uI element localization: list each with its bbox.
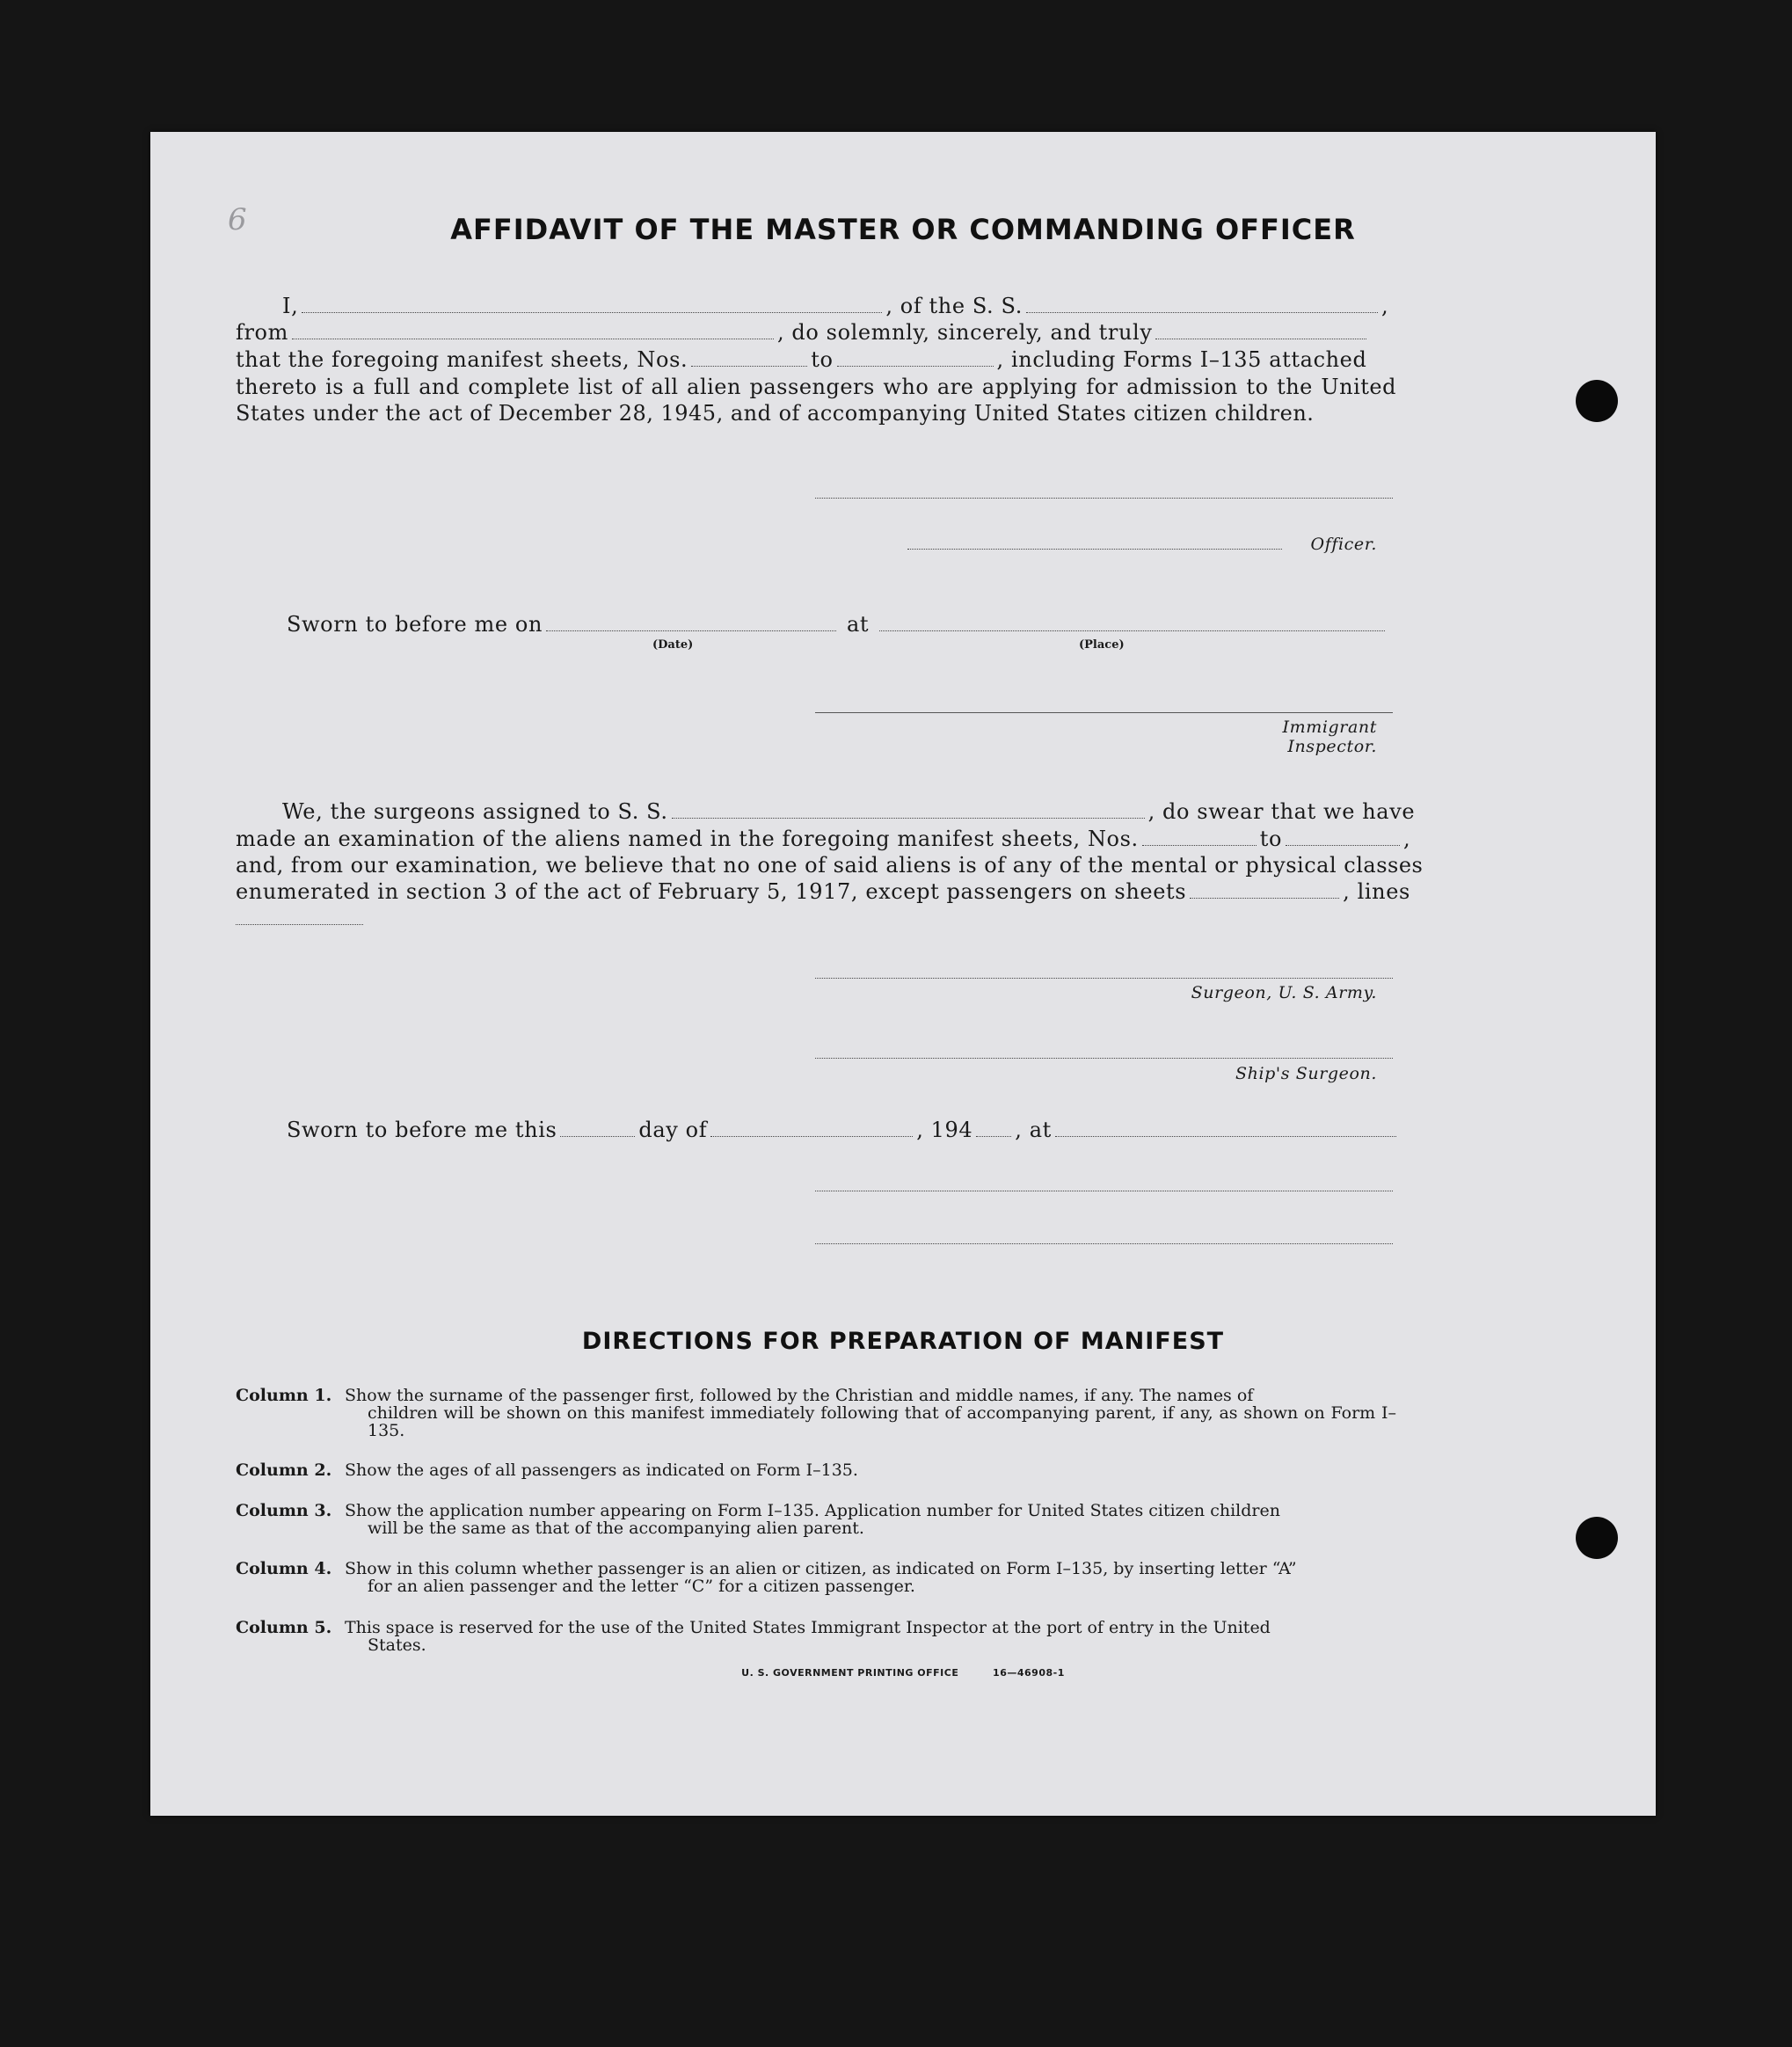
surgeon-sheet-to-blank[interactable]: [1286, 844, 1400, 846]
officer-signature-line-2[interactable]: [815, 1243, 1393, 1244]
surgeons-line-2: made an examination of the aliens named in the foregoing manifest sheets, Nos. to ,: [236, 827, 1411, 851]
place-caption: (Place): [1079, 638, 1125, 652]
affidavit-line-2: from , do solemnly, sincerely, and truly: [236, 322, 1370, 343]
from-blank[interactable]: [292, 338, 774, 339]
direction-item: Column 5. This space is reserved for the use of the United States Immigrant Inspector at the port of entry in the United States.: [236, 1618, 1271, 1655]
page-title: AFFIDAVIT OF THE MASTER OR COMMANDING OFFICER: [450, 213, 1356, 246]
name-blank[interactable]: [302, 311, 882, 313]
lines-blank[interactable]: [236, 924, 363, 925]
inspector-label: Immigrant Inspector.: [1282, 718, 1377, 756]
date-caption: (Date): [652, 638, 694, 652]
direction-item: Column 3. Show the application number appearing on Form I–135. Application number for United States citizen children will be the same as that of the accompanying alien parent.: [236, 1501, 1280, 1538]
truly-blank[interactable]: [1155, 338, 1366, 339]
ship-surgeon-label: Ship's Surgeon.: [1235, 1064, 1377, 1083]
affidavit-line-3: that the foregoing manifest sheets, Nos. to , including Forms I–135 attached: [236, 347, 1367, 372]
affidavit-line-4: thereto is a full and complete list of all alien passengers who are applying for admission to the United: [236, 375, 1396, 399]
surgeons-line-4: enumerated in section 3 of the act of February 5, 1917, except passengers on sheets , lines: [236, 879, 1410, 904]
direction-item: Column 4. Show in this column whether passenger is an alien or citizen, as indicated on Form I–135, by inserting letter “A” for an alien passenger and the letter “C” for a citizen passenger.: [236, 1559, 1297, 1596]
direction-item: Column 2. Show the ages of all passengers as indicated on Form I–135.: [236, 1461, 858, 1480]
sheet-to-blank[interactable]: [837, 365, 994, 367]
surgeons-line-3: and, from our examination, we believe that no one of said aliens is of any of the mental or physical classes: [236, 853, 1424, 878]
inspector-signature-line[interactable]: [815, 712, 1393, 713]
affidavit-line-1: I, , of the S. S. ,: [282, 294, 1389, 318]
ship-surgeon-signature-line[interactable]: [815, 1058, 1393, 1059]
except-sheets-blank[interactable]: [1190, 897, 1339, 899]
sworn-month-blank[interactable]: [710, 1135, 913, 1137]
direction-item: Column 1. Show the surname of the passenger first, followed by the Christian and middle names, if any. The names of children will be shown on this manifest immediately following that of accompanying parent, if any, as shown on Form I–135.: [236, 1386, 1396, 1440]
form-page: [150, 132, 1656, 1816]
army-surgeon-label: Surgeon, U. S. Army.: [1191, 983, 1377, 1002]
sworn-day-blank[interactable]: [560, 1135, 635, 1137]
master-signature-line[interactable]: [815, 498, 1393, 499]
margin-mark: 6: [228, 202, 247, 237]
printing-office-imprint: U. S. GOVERNMENT PRINTING OFFICE 16—46908-1: [741, 1667, 1065, 1679]
army-surgeon-signature-line[interactable]: [815, 978, 1393, 979]
surgeon-sheet-from-blank[interactable]: [1142, 844, 1257, 846]
ship-name-blank[interactable]: [1026, 311, 1378, 313]
sworn-line-2: Sworn to before me this day of , 194 , at: [287, 1119, 1400, 1140]
sworn-date-blank[interactable]: [546, 630, 836, 631]
sworn-at-blank[interactable]: [1055, 1135, 1396, 1137]
officer-label: Officer.: [1310, 535, 1377, 554]
sworn-year-blank[interactable]: [976, 1135, 1011, 1137]
punch-hole-bottom: [1576, 1517, 1618, 1559]
surgeon-ship-blank[interactable]: [672, 817, 1145, 819]
punch-hole-top: [1576, 380, 1618, 422]
affidavit-line-5: States under the act of December 28, 1945, and of accompanying United States citizen children.: [236, 401, 1315, 426]
officer-title-line[interactable]: [907, 549, 1282, 550]
directions-title: DIRECTIONS FOR PREPARATION OF MANIFEST: [581, 1328, 1225, 1355]
sheet-from-blank[interactable]: [691, 365, 807, 367]
sworn-line-1: Sworn to before me on at: [287, 614, 1388, 635]
surgeons-line-1: We, the surgeons assigned to S. S. , do swear that we have: [282, 799, 1416, 824]
sworn-place-blank[interactable]: [879, 630, 1385, 631]
